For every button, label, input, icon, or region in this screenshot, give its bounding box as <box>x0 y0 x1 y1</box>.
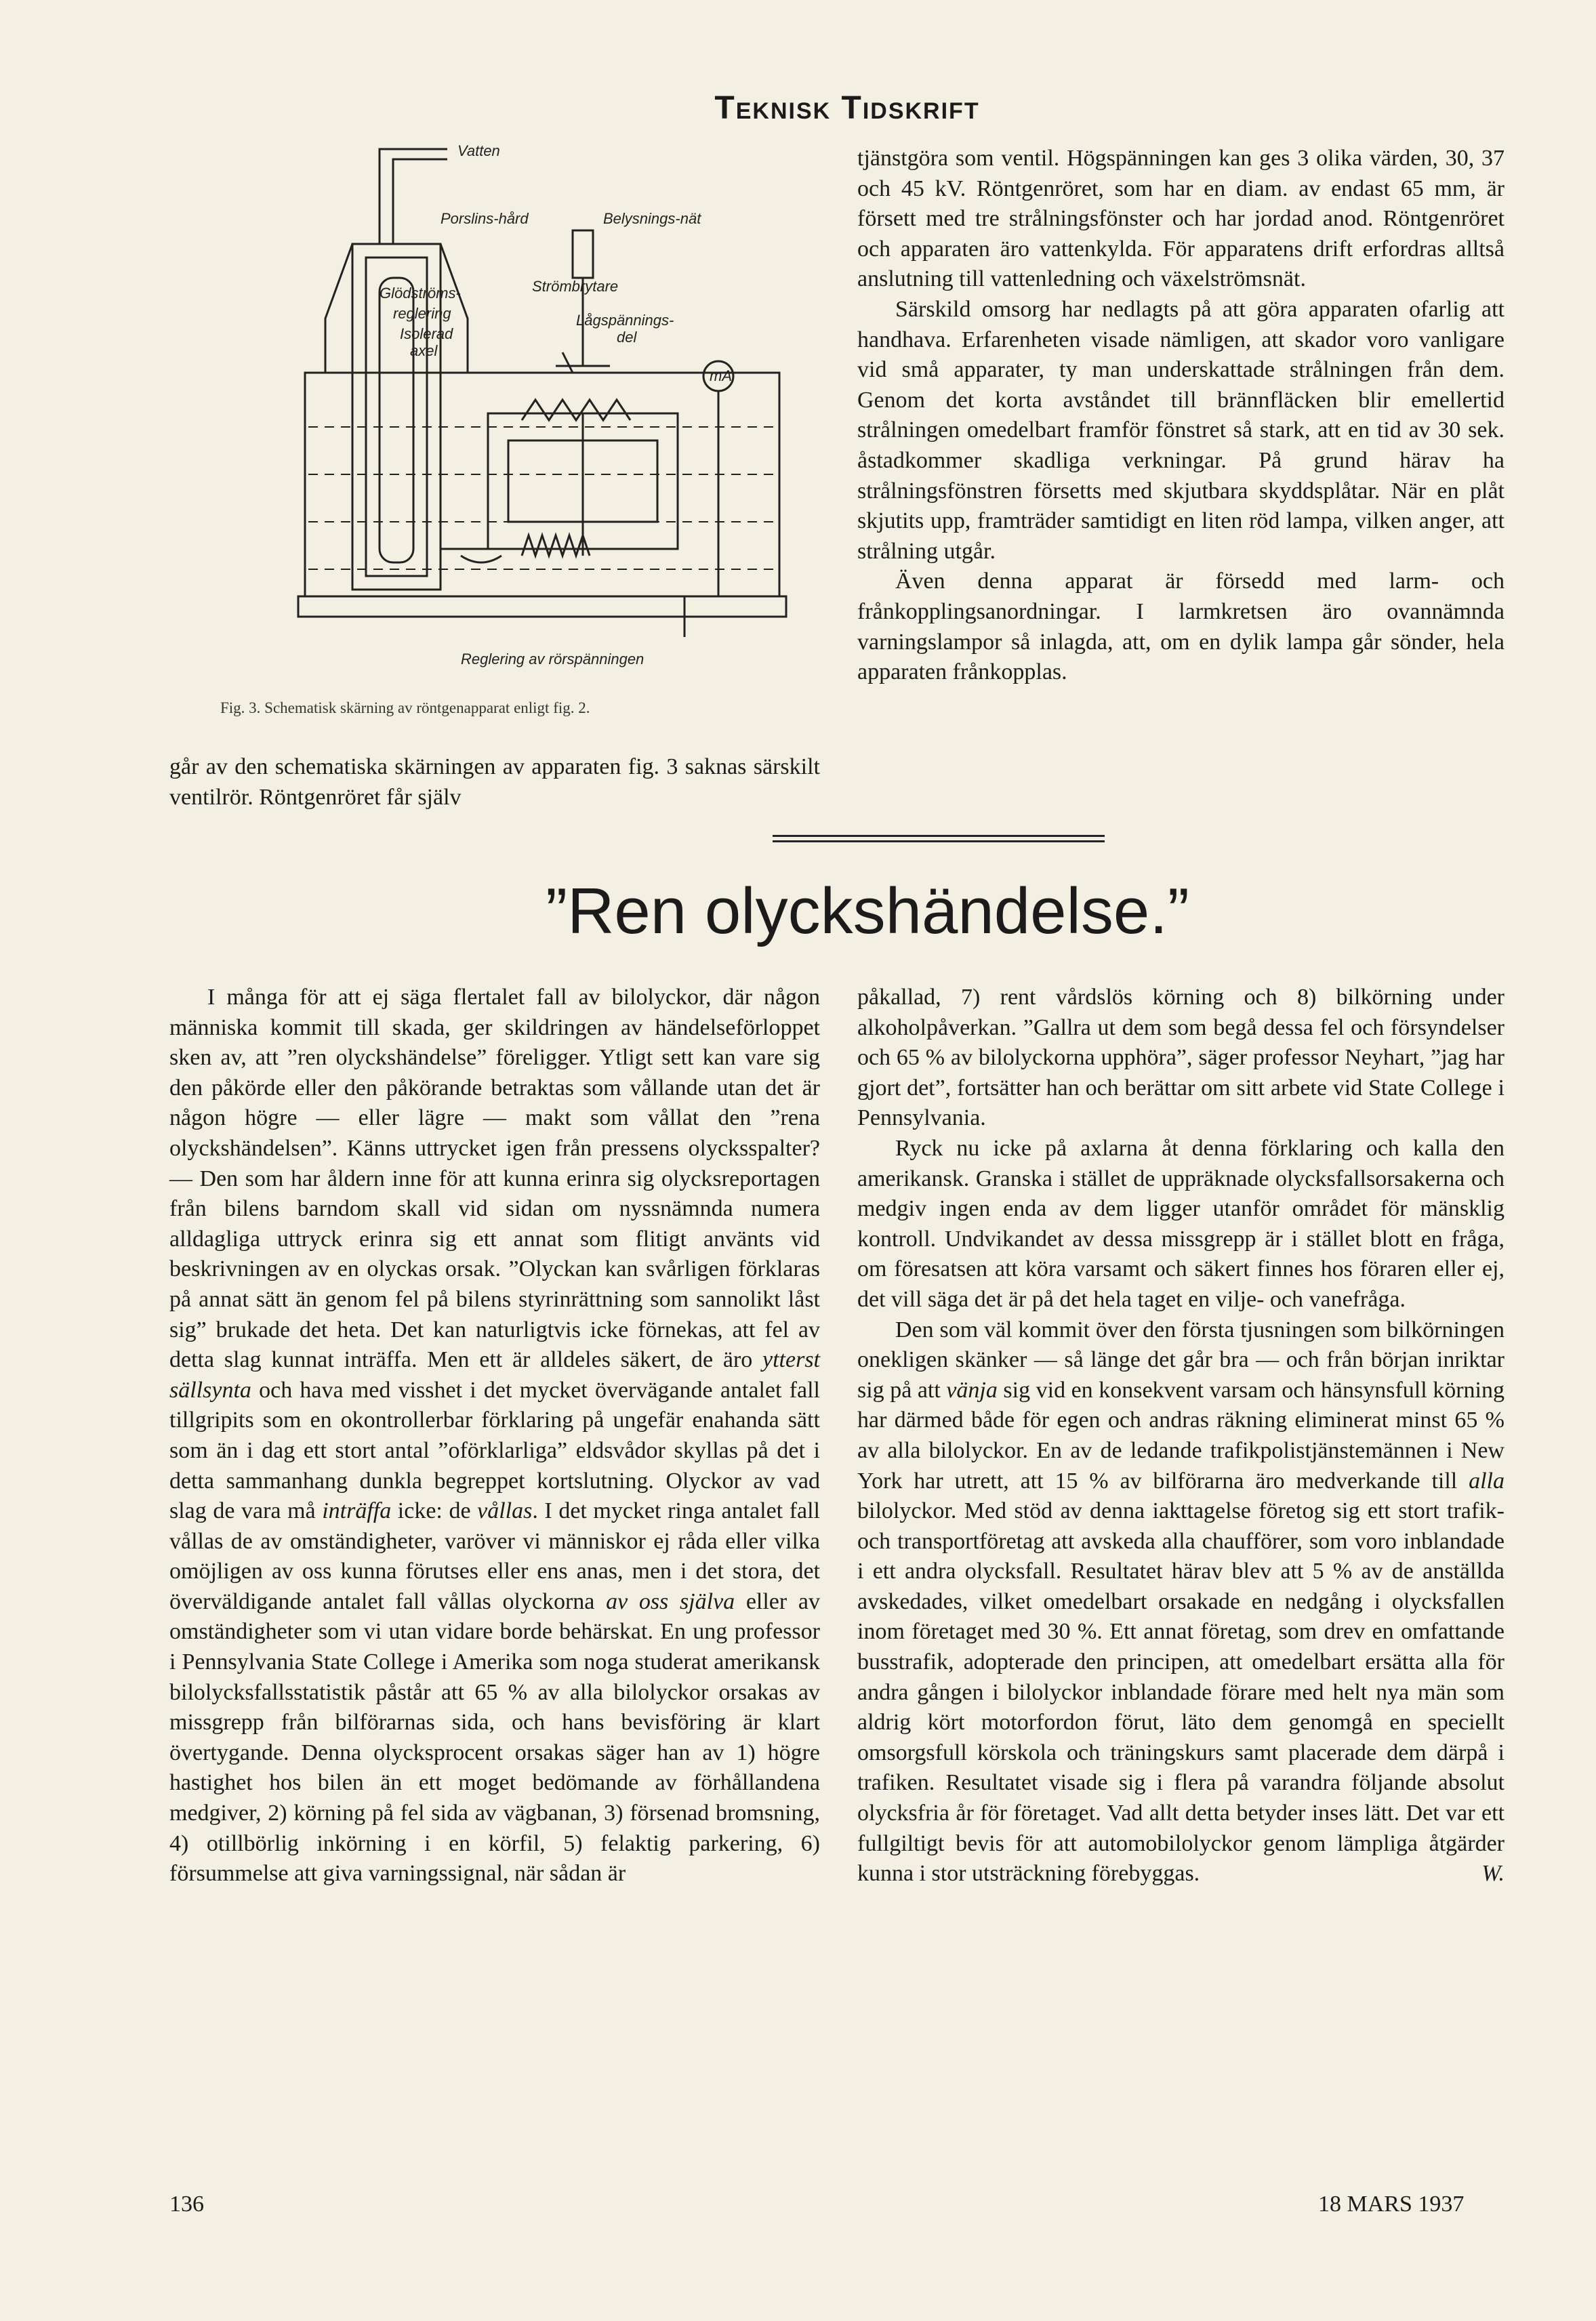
emphasis-vallas: vållas <box>477 1498 533 1524</box>
page-number: 136 <box>169 2192 204 2217</box>
label-ma: mA <box>710 367 732 384</box>
top-right-paragraph-2: Särskild omsorg har nedlagts på att göra apparaten ofarlig att handhava. Erfarenheten visade nämligen, att skador voro vanligare vid små apparater, ty man underskattade strålningen från dem. Genom det korta avståndet till brännfläcken blir emellertid strålningen omedelbart framför fönstret så stark, att en tid av 30 sek. åstadkommer skadliga verkningar. På grund härav ha strålningsfönstren försetts med skjutbara skyddsplåtar. När en plåt skjutits upp, framträder samtidigt en liten röd lampa, vilken anger, att strålning utgår. <box>857 296 1505 564</box>
divider-rule-2 <box>773 840 1105 842</box>
label-lagspanningsdel: Lågspännings- <box>576 312 674 329</box>
label-del: del <box>617 329 637 346</box>
top-left-column <box>169 752 820 813</box>
label-isolerad: Isolerad <box>400 325 453 342</box>
label-reglering: Reglering av rörspänningen <box>461 651 644 667</box>
label-porslinshard: Porslins-hård <box>441 210 529 227</box>
emphasis-vanja: vänja <box>946 1377 998 1403</box>
divider-rule-1 <box>773 835 1105 837</box>
top-right-paragraph-3: Även denna apparat är försedd med larm- och frånkopplingsanordningar. I larmkretsen äro ovannämnda varningslampor så inlagda, att, om en dylik lampa går sönder, hela apparaten frånkopplas. <box>857 569 1505 685</box>
schematic-figure <box>264 122 806 684</box>
label-strombrytare: Strömbrytare <box>532 278 619 295</box>
figure-caption: Fig. 3. Schematisk skärning av röntgenapparat enligt fig. 2. <box>220 699 590 716</box>
emphasis-intraffa: inträffa <box>322 1498 392 1524</box>
label-glodstromsreglering: Glödströms- <box>380 285 461 302</box>
top-left-paragraph: går av den schematiska skärningen av apparaten fig. 3 saknas särskilt ventilrör. Röntgenröret får själv <box>169 754 820 810</box>
emphasis-alla: alla <box>1469 1468 1505 1494</box>
article-paragraph-4: Den som väl kommit över den första tjusningen som bilkörningen onekligen skänker — så länge det går bra — och från början inriktar sig på att vänja sig vid en konsekvent varsam och hänsynsfull körning har därmed både för egen och andras räkning eliminerat minst 65 % av alla bilolyckor. En av de ledande trafikpolistjänstemännen i New York har utrett, att 15 % av bilförarna äro medverkande till alla bilolyckor. Med stöd av denna iakttagelse företog sig ett stort trafik- och transportföretag att avskeda alla chaufförer, som voro inblandade i ett andra olycksfall. Resultatet härav blev att 5 % av de anställda avskedades, vilket omedelbart orsakade en nedgång i olycksfallen inom företaget med 30 %. Ett annat företag, som drev en omfattande busstrafik, adopterade den principen, att omedelbart ersätta alla för andra gången i bilolyckor inblandade förare med helt nya män som aldrig kört motorfordon förut, läto dem genomgå en speciellt omsorgsfull körskola och träningskurs samt placerade dem därpå i trafiken. Resultatet visade sig i flera på varandra följande absolut olycksfria år för företaget. Vad allt detta betyder inses lätt. Det var ett fullgiltigt bevis för att automobilolyckor genom lämpliga åtgärder kunna i stor utsträckning förebyggas. W. <box>857 1315 1505 1889</box>
label-axel: axel <box>410 342 438 359</box>
label-belysningsnat: Belysnings-nät <box>603 210 701 227</box>
article-title: ”Ren olyckshändelse.” <box>546 875 1189 947</box>
emphasis-ytterst: ytterst sällsynta <box>169 1347 820 1403</box>
article-paragraph-1: I många för att ej säga flertalet fall av bilolyckor, där någon människa kommit till skada, ger skildringen av händelseförloppet sken av, att ”ren olyckshändelse” föreligger. Ytligt sett kan vare sig den påkörde eller den påkörande betraktas som vållande utan det är någon högre — eller lägre — makt som vållat den ”rena olyckshändelsen”. Känns uttrycket igen från pressens olycksspalter? — Den som har åldern inne för att kunna erinra sig olycksreportagen från bilens barndom skall vid sidan om nyssnämnda numera alldagliga uttryck erinra sig ett annat som flitigt använts vid beskrivningen av en olyckas orsak. ”Olyckan kan svårligen förklaras på annat sätt än genom fel på bilens styrinrättning som sannolikt låst sig” brukade det heta. Det kan naturligtvis icke förnekas, att fel av detta slag kunnat inträffa. Men ett är alldeles säkert, de äro ytterst sällsynta och hava med visshet i det mycket övervägande antalet fall tillgripits som en okontrollerbar förklaring på ungefär enahanda sätt som än i dag ett stort antal ”oförklarliga” eldsvådor skyllas på det i detta sammanhang dunkla begreppet kortslutning. Olyckor av vad slag de vara må inträffa icke: de vållas. I det mycket ringa antalet fall vållas de av omständigheter, varöver vi människor ej råda eller vilka omöjligen av oss kunna förutses eller ens anas, men i det stora, det överväldigande antalet fall vållas olyckorna av oss själva eller av omständigheter som vi utan vidare borde behärskat. En ung professor i Pennsylvania State College i Amerika som noga studerat amerikansk bilolycksfallsstatistik påstår att 65 % av alla bilolyckor orsakas av missgrepp från bilförarnas sida, och hans bevisföring är klart övertygande. Denna olycksprocent orsakas säger han av 1) högre hastighet hos bilen än ett moget bedömande av förhållandena medgiver, 2) körning på fel sida av vägbanan, 3) försenad bromsning, 4) otillbörlig inkörning i en körfil, 5) felaktig parkering, 6) försummelse att giva varningssignal, när sådan är <box>169 985 820 1887</box>
article-right-column <box>857 983 1505 1889</box>
issue-date: 18 MARS 1937 <box>1318 2192 1465 2217</box>
article-left-column <box>169 983 820 1889</box>
label-glodstromsreglering-2: reglering <box>393 305 451 322</box>
signature: W. <box>1481 1861 1505 1887</box>
journal-header: Teknisk Tidskrift <box>714 90 980 126</box>
article-paragraph-3: Ryck nu icke på axlarna åt denna förklaring och kalla den amerikansk. Granska i stället de uppräknade olycksfallsorsakerna och medgiv ingen enda av dem ligger utanför området för mänsklig kontroll. Undvikandet av dessa missgrepp är i stället blott en fråga, om föresatsen att köra varsamt och säkert finnes hos föraren eller ej, det vill säga det är på det hela taget en vilje- och vanefråga. <box>857 1135 1505 1312</box>
article-paragraph-2: påkallad, 7) rent vårdslös körning och 8) bilkörning under alkoholpåverkan. ”Gallra ut dem som begå dessa fel och försyndelser och 65 % av bilolyckorna upphöra”, säger professor Neyhart, ”jag har gjort det”, fortsätter han och berättar om sitt arbete vid State College i Pennsylvania. <box>857 985 1505 1131</box>
emphasis-av-oss-sjalva: av oss själva <box>606 1588 735 1614</box>
top-right-paragraph-1: tjänstgöra som ventil. Högspänningen kan ges 3 olika värden, 30, 37 och 45 kV. Röntgenröret, som har en diam. av endast 65 mm, är försett med tre strålningsfönster och har jordad anod. Röntgenröret och apparaten äro vattenkylda. För apparatens drift erfordras alltså anslutning till vattenledning och växelströmsnät. <box>857 146 1505 292</box>
label-vatten: Vatten <box>457 142 500 159</box>
top-right-column <box>857 144 1505 688</box>
